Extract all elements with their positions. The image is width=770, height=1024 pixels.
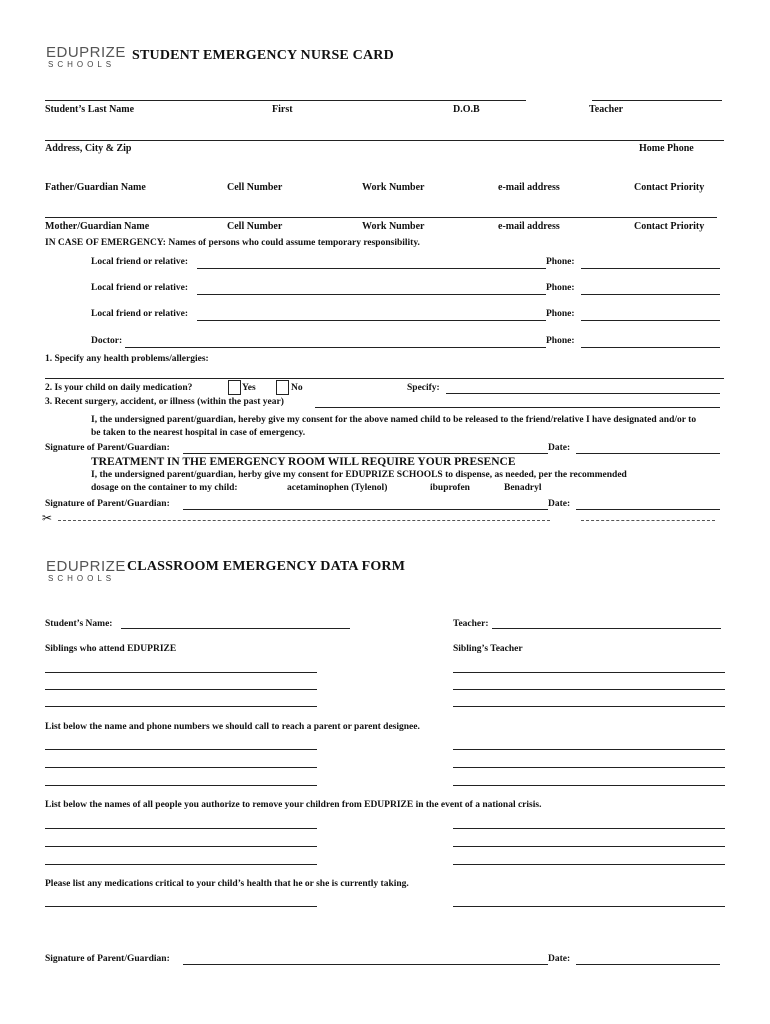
father-email-label: e-mail address xyxy=(498,182,560,193)
contact-2-label: Local friend or relative: xyxy=(91,283,188,293)
signature-2-line[interactable] xyxy=(183,509,548,510)
mother-line[interactable] xyxy=(45,217,717,218)
teacher-line[interactable] xyxy=(592,100,722,101)
cut-line-left xyxy=(58,520,550,521)
medication-line-2[interactable] xyxy=(453,906,725,907)
authorize-line-3[interactable] xyxy=(45,864,317,865)
mother-name-label: Mother/Guardian Name xyxy=(45,221,150,232)
classroom-form-title: CLASSROOM EMERGENCY DATA FORM xyxy=(127,559,406,574)
call-line-2[interactable] xyxy=(45,767,317,768)
contact-1-phone-line[interactable] xyxy=(581,268,720,269)
sibling-line-2[interactable] xyxy=(45,689,317,690)
medications-label: Please list any medications critical to your child’s health that he or she is currently taking. xyxy=(45,879,409,889)
doctor-line[interactable] xyxy=(125,347,546,348)
yes-checkbox[interactable] xyxy=(228,380,241,395)
contact-3-phone-label: Phone: xyxy=(546,309,575,319)
logo-name: EDUPRIZE xyxy=(46,44,126,61)
father-priority-label: Contact Priority xyxy=(634,182,705,193)
yes-label: Yes xyxy=(242,383,256,393)
med-ibuprofen: ibuprofen xyxy=(430,483,470,493)
logo-top xyxy=(46,44,126,69)
contact-2-phone-line[interactable] xyxy=(581,294,720,295)
label-first: First xyxy=(272,104,293,115)
q2-label: 2. Is your child on daily medication? xyxy=(45,383,193,393)
authorize-line-5[interactable] xyxy=(453,846,725,847)
contact-3-phone-line[interactable] xyxy=(581,320,720,321)
q1-line[interactable] xyxy=(45,378,724,379)
specify-label: Specify: xyxy=(407,383,440,393)
father-name-label: Father/Guardian Name xyxy=(45,182,146,193)
signature-2-label: Signature of Parent/Guardian: xyxy=(45,499,170,509)
q1-label: 1. Specify any health problems/allergies: xyxy=(45,354,209,364)
no-checkbox[interactable] xyxy=(276,380,289,395)
doctor-phone-label: Phone: xyxy=(546,336,575,346)
logo-name-2: EDUPRIZE xyxy=(46,558,126,575)
signature-3-label: Signature of Parent/Guardian: xyxy=(45,954,170,964)
label-dob: D.O.B xyxy=(453,104,480,115)
classroom-teacher-field[interactable] xyxy=(492,628,721,629)
date-3-label: Date: xyxy=(548,954,571,964)
medication-line-1[interactable] xyxy=(45,906,317,907)
date-1-label: Date: xyxy=(548,443,571,453)
med-benadryl: Benadryl xyxy=(504,483,542,493)
logo-bottom xyxy=(46,558,126,583)
date-2-line[interactable] xyxy=(576,509,720,510)
doctor-label: Doctor: xyxy=(91,336,123,346)
treatment-notice: TREATMENT IN THE EMERGENCY ROOM WILL REQUIRE YOUR PRESENCE xyxy=(91,456,516,468)
contact-2-phone-label: Phone: xyxy=(546,283,575,293)
authorize-line-2[interactable] xyxy=(45,846,317,847)
signature-1-label: Signature of Parent/Guardian: xyxy=(45,443,170,453)
sibling-teacher-line-3[interactable] xyxy=(453,706,725,707)
label-address: Address, City & Zip xyxy=(45,143,132,154)
sibling-teacher-line-1[interactable] xyxy=(453,672,725,673)
contact-1-label: Local friend or relative: xyxy=(91,257,188,267)
consent-2: I, the undersigned parent/guardian, herby give my consent for EDUPRIZE SCHOOLS to dispense, as needed, per the recommended xyxy=(91,470,627,480)
q3-line[interactable] xyxy=(315,407,720,408)
logo-sub-2: SCHOOLS xyxy=(48,574,116,583)
call-list-label: List below the name and phone numbers we should call to reach a parent or parent designee. xyxy=(45,722,420,732)
specify-line[interactable] xyxy=(446,393,720,394)
siblings-label: Siblings who attend EDUPRIZE xyxy=(45,644,177,654)
student-name-line[interactable] xyxy=(45,100,526,101)
consent-1: I, the undersigned parent/guardian, hereby give my consent for the above named child to be released to the friend/relative I have designated and/or to be taken to the nearest hospital in case of emergency. xyxy=(91,415,697,438)
sibling-line-1[interactable] xyxy=(45,672,317,673)
call-line-4[interactable] xyxy=(453,749,725,750)
authorize-line-4[interactable] xyxy=(453,828,725,829)
date-2-label: Date: xyxy=(548,499,571,509)
authorize-line-6[interactable] xyxy=(453,864,725,865)
classroom-teacher-label: Teacher: xyxy=(453,619,489,629)
cut-line-right xyxy=(581,520,715,521)
call-line-3[interactable] xyxy=(45,785,317,786)
nurse-card-title: STUDENT EMERGENCY NURSE CARD xyxy=(132,48,394,63)
contact-3-label: Local friend or relative: xyxy=(91,309,188,319)
father-work-label: Work Number xyxy=(362,182,425,193)
contact-2-line[interactable] xyxy=(197,294,546,295)
mother-email-label: e-mail address xyxy=(498,221,560,232)
signature-3-line[interactable] xyxy=(183,964,548,965)
siblings-teacher-label: Sibling’s Teacher xyxy=(453,644,523,654)
student-name-field[interactable] xyxy=(121,628,350,629)
scissors-icon: ✂ xyxy=(42,511,53,525)
label-teacher: Teacher xyxy=(589,104,624,115)
sibling-line-3[interactable] xyxy=(45,706,317,707)
signature-1-line[interactable] xyxy=(183,453,548,454)
authorize-label: List below the names of all people you authorize to remove your children from EDUPRIZE in the event of a national crisis. xyxy=(45,800,542,810)
contact-3-line[interactable] xyxy=(197,320,546,321)
med-tylenol: acetaminophen (Tylenol) xyxy=(287,483,388,493)
address-line[interactable] xyxy=(45,140,724,141)
father-cell-label: Cell Number xyxy=(227,182,283,193)
call-line-5[interactable] xyxy=(453,767,725,768)
call-line-6[interactable] xyxy=(453,785,725,786)
consent-2b: dosage on the container to my child: xyxy=(91,483,238,493)
contact-1-line[interactable] xyxy=(197,268,546,269)
sibling-teacher-line-2[interactable] xyxy=(453,689,725,690)
mother-cell-label: Cell Number xyxy=(227,221,283,232)
call-line-1[interactable] xyxy=(45,749,317,750)
label-last-name: Student’s Last Name xyxy=(45,104,135,115)
mother-work-label: Work Number xyxy=(362,221,425,232)
contact-1-phone-label: Phone: xyxy=(546,257,575,267)
doctor-phone-line[interactable] xyxy=(581,347,720,348)
label-home-phone: Home Phone xyxy=(639,143,694,154)
date-3-line[interactable] xyxy=(576,964,720,965)
no-label: No xyxy=(291,383,303,393)
q3-label: 3. Recent surgery, accident, or illness (within the past year) xyxy=(45,397,284,407)
date-1-line[interactable] xyxy=(576,453,720,454)
authorize-line-1[interactable] xyxy=(45,828,317,829)
emergency-heading: IN CASE OF EMERGENCY: Names of persons who could assume temporary responsibility. xyxy=(45,238,420,248)
student-name-label: Student’s Name: xyxy=(45,619,113,629)
mother-priority-label: Contact Priority xyxy=(634,221,705,232)
logo-sub: SCHOOLS xyxy=(48,60,116,69)
